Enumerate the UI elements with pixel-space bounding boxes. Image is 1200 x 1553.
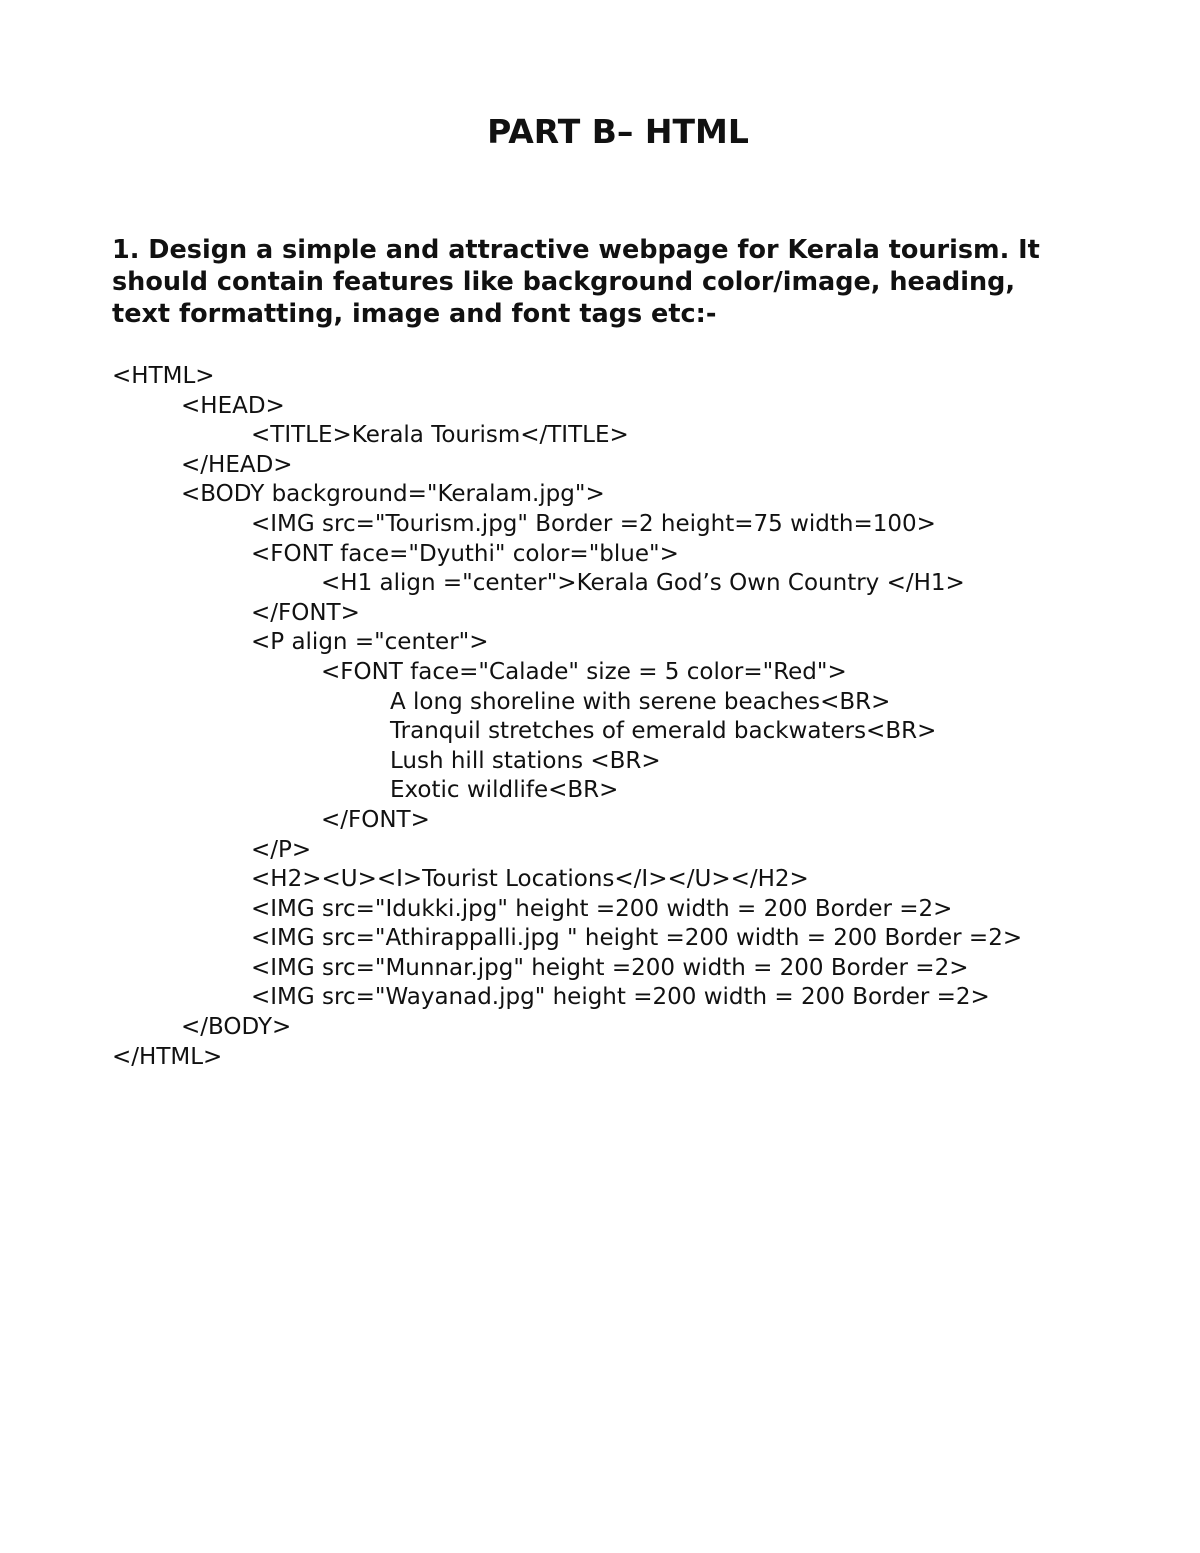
code-line: A long shoreline with serene beaches<BR> xyxy=(390,688,891,715)
code-line: Tranquil stretches of emerald backwaters<BR> xyxy=(390,718,937,745)
code-line: <IMG src="Tourism.jpg" Border =2 height=75 width=100> xyxy=(251,510,936,537)
code-line: <TITLE>Kerala Tourism</TITLE> xyxy=(251,422,629,449)
code-line: <HTML> xyxy=(112,363,215,389)
code-line: <IMG src="Wayanad.jpg" height =200 width = 200 Border =2> xyxy=(251,984,990,1011)
code-line: <BODY background="Keralam.jpg"> xyxy=(181,481,605,508)
code-line: <IMG src="Munnar.jpg" height =200 width = 200 Border =2> xyxy=(251,954,969,981)
code-line: <IMG src="Idukki.jpg" height =200 width = 200 Border =2> xyxy=(251,895,953,922)
code-line: <H2><U><I>Tourist Locations</I></U></H2> xyxy=(251,866,809,893)
code-line: </FONT> xyxy=(251,599,360,626)
code-line: Lush hill stations <BR> xyxy=(390,747,661,774)
code-line: </BODY> xyxy=(181,1014,292,1041)
code-line: Exotic wildlife<BR> xyxy=(390,777,619,804)
code-line: </HTML> xyxy=(112,1043,223,1070)
code-line: <HEAD> xyxy=(181,392,285,419)
question-line: should contain features like background color/image, heading, xyxy=(112,267,1016,297)
code-line: <IMG src="Athirappalli.jpg " height =200 width = 200 Border =2> xyxy=(251,925,1023,952)
code-line: <FONT face="Calade" size = 5 color="Red"> xyxy=(321,658,847,685)
code-line: <P align ="center"> xyxy=(251,629,489,656)
question-line: 1. Design a simple and attractive webpage for Kerala tourism. It xyxy=(112,235,1040,265)
code-line: </P> xyxy=(251,836,312,863)
question-line: text formatting, image and font tags etc:- xyxy=(112,299,717,329)
code-line: <FONT face="Dyuthi" color="blue"> xyxy=(251,540,679,567)
page-title: PART B– HTML xyxy=(487,112,749,151)
code-line: <H1 align ="center">Kerala God’s Own Country </H1> xyxy=(321,570,965,597)
code-line: </HEAD> xyxy=(181,451,293,478)
code-line: </FONT> xyxy=(321,806,430,833)
question-text xyxy=(112,234,1112,330)
code-listing xyxy=(112,362,1112,1072)
